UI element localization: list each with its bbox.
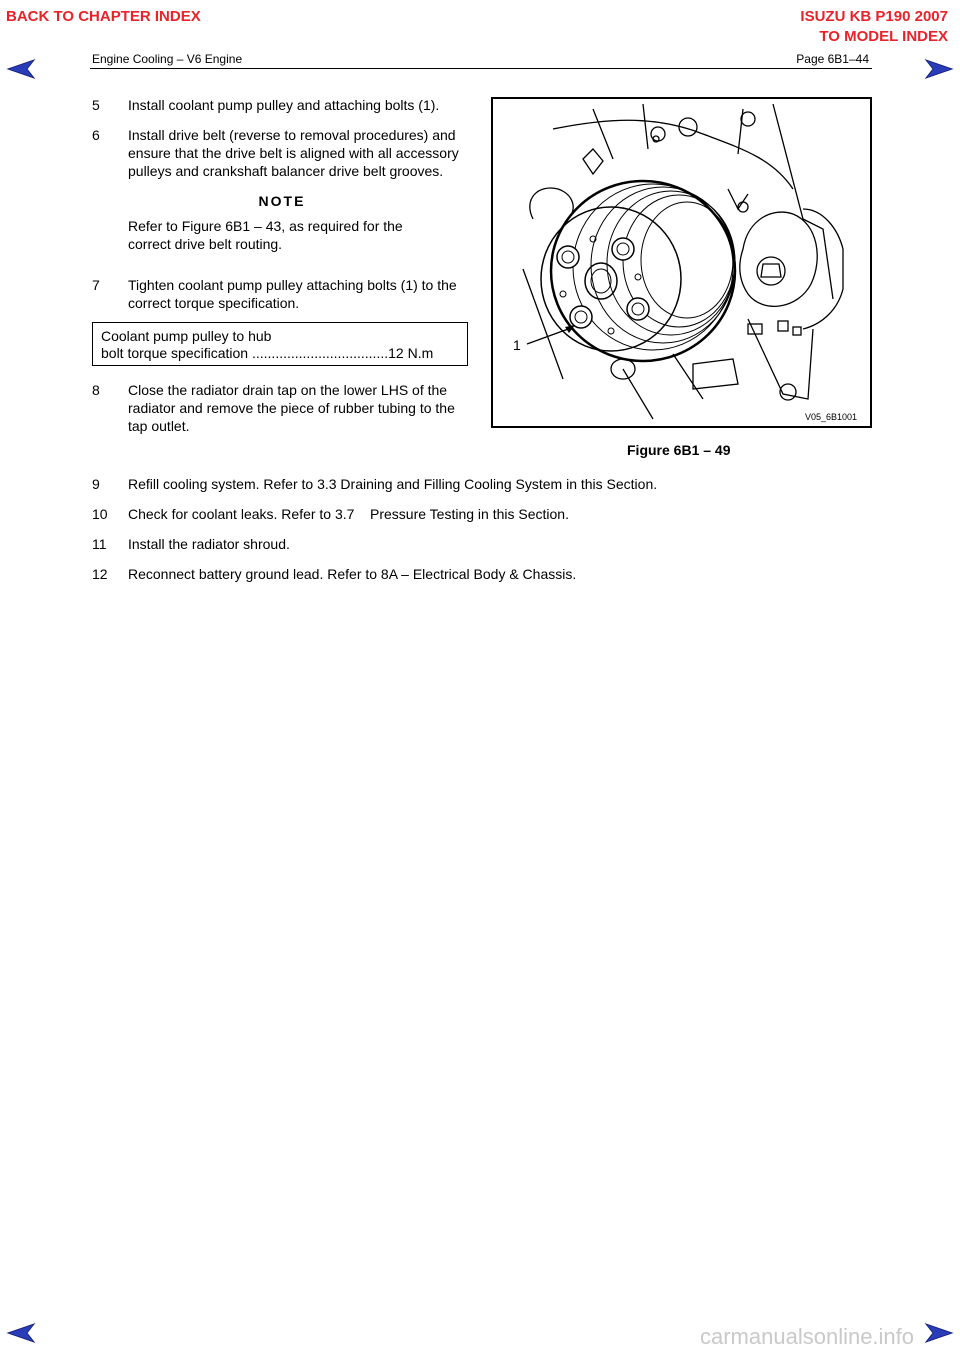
step-number: 11 (92, 536, 107, 552)
step-7 (92, 276, 482, 312)
figure-callout: 1 (513, 337, 521, 353)
step-12 (92, 565, 872, 583)
step-number: 9 (92, 476, 100, 492)
step-11 (92, 535, 872, 553)
torque-spec-line (101, 345, 459, 362)
step-6 (92, 126, 482, 182)
step-text-line: tap outlet. (128, 418, 190, 434)
model-title: ISUZU KB P190 2007 (800, 8, 948, 25)
prev-page-arrow-icon[interactable] (6, 58, 36, 80)
step-8 (92, 381, 482, 435)
figure-coolant-pump-pulley (491, 97, 872, 428)
step-number: 5 (92, 97, 100, 113)
step-9 (92, 475, 872, 493)
note-line: Refer to Figure 6B1 – 43, as required for the (128, 218, 403, 234)
step-5 (92, 96, 482, 114)
note-line: correct drive belt routing. (128, 236, 283, 252)
torque-spec-value: 12 N.m (388, 345, 434, 361)
step-number: 8 (92, 382, 100, 398)
step-text-line: pulleys and crankshaft balancer drive belt grooves. (128, 163, 444, 179)
step-text: Reconnect battery ground lead. Refer to 8A – Electrical Body & Chassis. (128, 566, 577, 582)
step-number: 10 (92, 506, 108, 522)
step-10 (92, 505, 872, 523)
footer-watermark: carmanualsonline.info (700, 1324, 915, 1349)
step-number: 6 (92, 127, 100, 143)
back-to-chapter-index-link[interactable]: BACK TO CHAPTER INDEX (6, 8, 201, 25)
step-text-line: radiator and remove the piece of rubber tubing to the (128, 400, 455, 416)
step-number: 7 (92, 277, 100, 293)
pulley-illustration (493, 99, 870, 426)
step-text: Install the radiator shroud. (128, 536, 290, 552)
torque-spec-label: Coolant pump pulley to hub (101, 328, 272, 344)
step-text: Install coolant pump pulley and attaching bolts (1). (128, 97, 440, 113)
next-page-bottom-arrow-icon[interactable] (924, 1322, 954, 1344)
prev-page-bottom-arrow-icon[interactable] (6, 1322, 36, 1344)
step-text: Check for coolant leaks. Refer to 3.7 Pressure Testing in this Section. (128, 506, 569, 522)
step-text: Refill cooling system. Refer to 3.3 Draining and Filling Cooling System in this Section. (128, 476, 658, 492)
torque-spec-box (92, 322, 468, 366)
step-text-line: ensure that the drive belt is aligned with all accessory (128, 145, 459, 161)
step-text-line: Close the radiator drain tap on the lower LHS of the (128, 382, 448, 398)
page-number: Page 6B1–44 (796, 52, 869, 66)
step-number: 12 (92, 566, 108, 582)
step-text-line: Tighten coolant pump pulley attaching bolts (1) to the (128, 277, 457, 293)
step-text-line: Install drive belt (reverse to removal procedures) and (128, 127, 456, 143)
figure-caption: Figure 6B1 – 49 (627, 442, 731, 458)
note-title: NOTE (258, 193, 306, 209)
to-model-index-link[interactable]: TO MODEL INDEX (819, 28, 948, 45)
torque-spec-dots: bolt torque specification ................................... (101, 345, 389, 361)
note-text (128, 217, 448, 253)
step-text-line: correct torque specification. (128, 295, 300, 311)
section-header: Engine Cooling – V6 Engine (92, 52, 243, 66)
next-page-arrow-icon[interactable] (924, 58, 954, 80)
figure-code: V05_6B1001 (805, 412, 858, 422)
header-rule (90, 68, 872, 69)
